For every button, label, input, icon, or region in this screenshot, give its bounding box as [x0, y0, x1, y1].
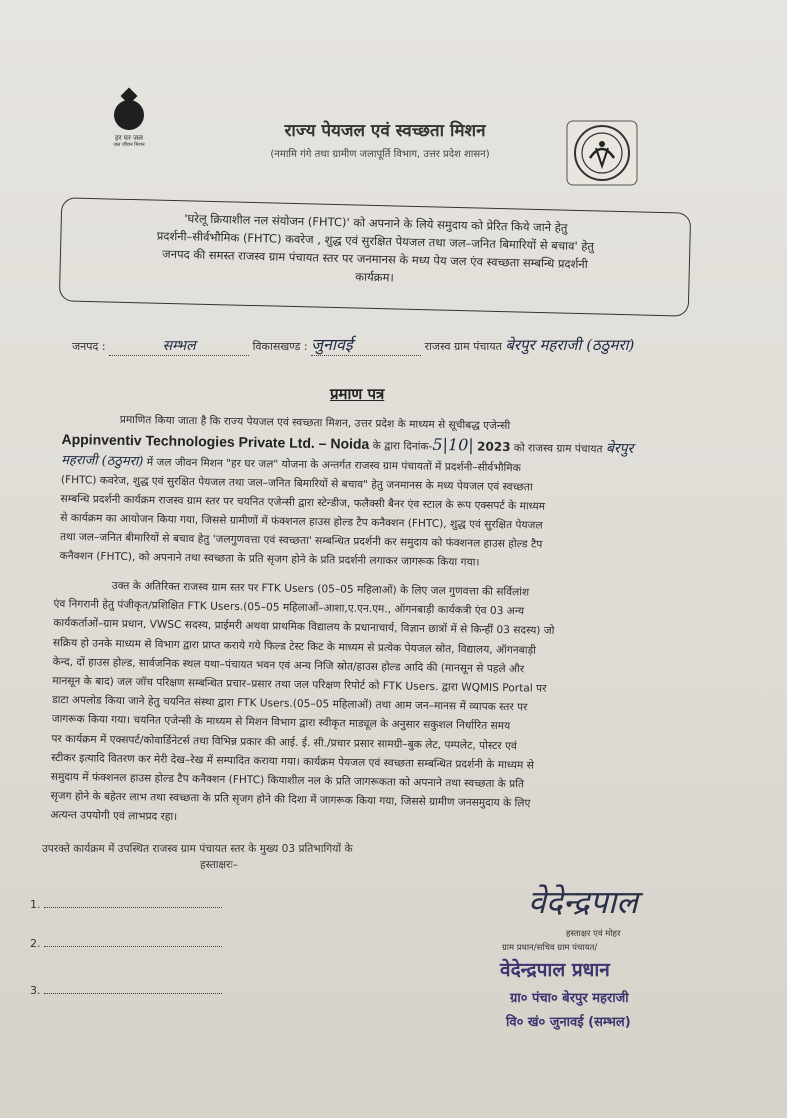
- har-ghar-jal-logo: [104, 100, 154, 158]
- date-value: 5|10|: [432, 434, 474, 455]
- logo-text-1: हर घर जल: [115, 134, 143, 142]
- gram-panchayat-label: राजस्व ग्राम पंचायत: [424, 340, 502, 353]
- sign-stamp-label: हस्ताक्षर एवं मोहर: [566, 929, 621, 939]
- participant-3-line: [30, 984, 222, 997]
- pradhan-signature: वेदेन्द्रपाल: [528, 883, 638, 921]
- participant-2-number: 2.: [30, 937, 41, 950]
- para2-line-8: जागरूक किया गया। चयनित एजेन्सी के माध्यम से मिशन विभाग द्वारा स्वीकृत माड्यूल के अनुसार सकुशल निर्धारित समय: [51, 713, 511, 733]
- stamp-name: वेदेन्द्रपाल प्रधान: [500, 959, 610, 981]
- para1-gram-label: को राजस्व ग्राम पंचायत: [513, 442, 603, 456]
- para1-line-6: से कार्यक्रम का आयोजन किया गया, जिससे ग्रामीणों में फंक्शनल हाउस होल्ड टैप कनैक्शन (FHTC), शुद्ध एवं सुरक्षित पेयजल: [60, 511, 543, 532]
- para2-line-1: उक्त के अतिरिक्त राजस्व ग्राम स्तर पर FTK Users (05–05 महिलाओं) के लिए जल गुणवत्ता की सर्विलांश: [111, 579, 530, 599]
- participant-3-number: 3.: [30, 984, 41, 997]
- gram-panchayat-value: बेरपुर महराजी (ठठुमरा): [505, 336, 635, 354]
- para1-line-7: तथा जल–जनित बीमारियों से बचाव हेतु 'जलगुणवत्ता एवं स्वच्छता' सम्बन्धित प्रदर्शनी कर समुदाय को फंक्शनल हाउस होल्ड टैप: [59, 530, 543, 551]
- box-line-4: कार्यक्रम।: [355, 269, 394, 285]
- para2-line-11: समुदाय में फंक्शनल हाउस होल्ड टैप कनैक्शन (FHTC) कियाशील नल के प्रति जागरूकता को अपनाने तथा स्वच्छता के प्रति: [50, 771, 525, 791]
- para2-line-2: एंव निगरानी हेतु पंजीकृत/प्रशिक्षित FTK Users.(05–05 महिलाओं–आशा,ए.एन.एम., ऑगनबाड़ी कार्यकत्री एंव 03 अन्य: [53, 598, 525, 618]
- participant-1-line: [30, 898, 222, 911]
- designation-label: ग्राम प्रधान/सचिव ग्राम पंचायत/: [502, 943, 598, 953]
- certificate-title: प्रमाण पत्र: [330, 385, 385, 403]
- para2-line-3: कार्यकर्ताओं–ग्राम प्रधान, VWSC सदस्य, प्राईमरी अथवा प्राथमिक विद्यालय के प्रधानाचार्य, विज्ञान छात्रों में से किन्हीं 03 सदस्य) जो: [53, 617, 555, 638]
- para2-line-4: सक्रिय हो उनके माध्यम से विभाग द्वारा प्राप्त कराये गये फिल्ड टेस्ट किट के माध्यम से प्रत्येक पेयजल स्रोत, विद्यालय, ऑगनबाड़ी: [52, 636, 537, 657]
- logo-text-2: जल जीवन मिशन: [113, 142, 145, 148]
- para2-line-7: डाटा अपलोड किया जाने हेतु चयनित संस्था द्वारा FTK Users.(05–05 महिलाओं) तथा आम जन–मानस में व्यापक स्तर पर: [51, 694, 528, 714]
- date-label: के द्वारा दिनांक-: [372, 439, 433, 453]
- participants-intro: उपरक्ते कार्यक्रम में उपस्थित राजस्व ग्राम पंचायत स्तर के मुख्य 03 प्रतिभागियों के: [42, 843, 353, 855]
- paragraph-2: [50, 576, 728, 836]
- vikaskhand-label: विकासखण्ड :: [252, 340, 308, 353]
- para2-line-9: पर कार्यक्रम में एक्सपर्ट/कोवार्डिनेटर्स तथा विभिन्न प्रकार की आई. ई. सी./प्रचार प्रसार सामग्री–बुक लेट, पम्पलेट, पोस्टर एवं: [51, 732, 517, 752]
- para1-gram-hand: बेरपुर: [605, 440, 634, 457]
- para2-line-12: सृजग होने के बहेतर लाभ तथा स्वच्छता के प्रति सृजग होने की दिशा में जागरूक किया गया, जिससे ग्रामीण जनसमुदाय के लिए: [50, 790, 531, 810]
- mission-title: राज्य पेयजल एवं स्वच्छता मिशन: [284, 121, 486, 141]
- para1-line-3-text: में जल जीवन मिशन "हर घर जल" योजना के अन्तर्गत राजस्व ग्राम पंचायतों में प्रदर्शनी–सीर्वभौमिक: [146, 456, 521, 475]
- up-govt-seal: [566, 120, 638, 186]
- participants-sign-label: हस्ताक्षरः–: [200, 859, 238, 871]
- vikaskhand-value: जुनावई: [311, 335, 353, 354]
- stamp-block: वि० खं० जुनावई (सम्भल): [506, 1015, 631, 1030]
- para1-line-5: सम्बन्धि प्रदर्शनी कार्यक्रम राजस्व ग्राम स्तर पर चयनित एजेन्सी द्वारा स्टेन्डीज, फलैक्सी बैनर एंव स्टाल के रूप एक्सपर्ट के माध्यम: [60, 492, 546, 513]
- para1-line-1: प्रमाणित किया जाता है कि राज्य पेयजल एवं स्वच्छता मिशन, उत्तर प्रदेश के माध्यम से सूचीबद्ध एजेन्सी: [119, 413, 511, 433]
- seal-emblem-icon: [566, 120, 638, 186]
- box-line-2: प्रदर्शनी–सीर्वभौमिक (FHTC) कवरेज , शुद्ध एवं सुरक्षित पेयजल तथा जल–जनित बिमारियों से बचाव' हेतु: [156, 228, 595, 254]
- para2-line-13: अत्यन्त उपयोगी एवं लाभप्रद रहा।: [50, 809, 178, 824]
- para2-line-10: स्टीकर इत्यादि वितरण कर मेरी देख–रेख में सम्पादित कराया गया। कार्यक्रम पेयजल एवं स्वच्छता सम्बन्धित प्रदर्शनी के माध्यम से: [51, 751, 534, 772]
- para2-line-6: मानसून के बाद) जल जॉच परिक्षण सम्बन्धित प्रचार–प्रसार तथा जल परिक्षण रिपोर्ट को FTK Users. द्वारा WQMIS Portal पर: [52, 675, 547, 695]
- stamp-village: ग्रा० पंचा० बेरपुर महराजी: [510, 991, 629, 1006]
- agency-name: Appinventiv Technologies Private Ltd. – Noida: [61, 430, 370, 452]
- janpad-label: जनपद :: [72, 340, 106, 353]
- water-drop-icon: [114, 100, 144, 130]
- location-fields: [72, 333, 634, 356]
- box-line-1: 'घरेलू क्रियाशील नल संयोजन (FHTC)' को अपनाने के लिये समुदाय को प्रेरित किये जाने हेतु: [184, 211, 568, 235]
- janpad-value: सम्भल: [162, 338, 196, 354]
- mission-subtitle: (नमामि गंगे तथा ग्रामीण जलापूर्ति विभाग, उत्तर प्रदेश शासन): [270, 149, 490, 160]
- para1-line-8: कनैक्शन (FHTC), को अपनाने तथा स्वच्छता के प्रति सृजग होने के प्रति प्रदर्शनी लगाकर जागरूक किया गया।: [59, 549, 480, 569]
- para1-line-4: (FHTC) कवरेज, शुद्ध एवं सुरक्षित पेयजल तथा जल–जनित बिमारियों से बचाव" हेतु जनमानस के मध्य पेयजल एवं स्वच्छता: [60, 473, 533, 494]
- program-title-box: [59, 197, 691, 316]
- box-line-3: जनपद की समस्त राजस्व ग्राम पंचायत स्तर पर जनमानस के मध्य पेय जल एंव स्वच्छता सम्बन्धि प्रदर्शनी: [161, 246, 588, 272]
- para1-hand-start: महराजी (ठठुमरा): [61, 452, 144, 470]
- date-year: 2023: [476, 439, 511, 455]
- para2-line-5: केन्द, दों हाउस होल्ड, सार्वजनिक स्थल यथा–पंचायत भवन एवं अन्य निजि स्रोत/हाउस होल्ड आदि की (मानसून से पहले और: [52, 655, 525, 676]
- participant-2-line: [30, 937, 222, 950]
- participant-1-number: 1.: [30, 898, 41, 911]
- paragraph-1: [60, 410, 730, 576]
